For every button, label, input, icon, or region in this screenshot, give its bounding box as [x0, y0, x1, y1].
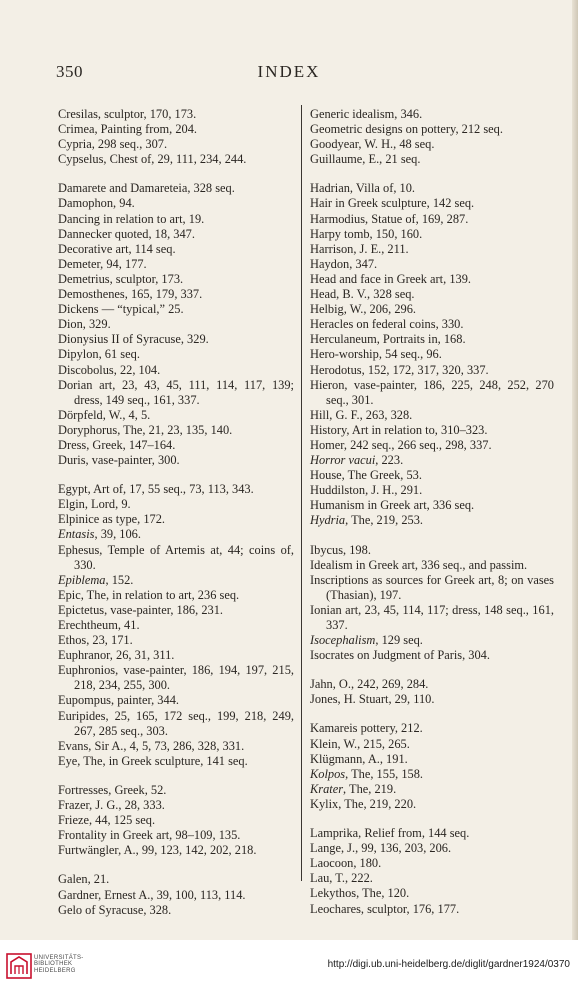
letter-group-gap	[310, 663, 554, 677]
index-entry-text: Eye, The, in Greek sculpture, 141 seq.	[58, 753, 248, 768]
index-entry-text: History, Art in relation to, 310–323.	[310, 422, 488, 437]
index-entry	[310, 181, 554, 196]
letter-group-gap	[58, 468, 294, 482]
index-entry	[58, 332, 294, 347]
library-name-line: UNIVERSITÄTS-	[34, 955, 84, 961]
heidelberg-library-logo-icon	[6, 953, 32, 979]
index-entry	[58, 512, 294, 527]
index-entry	[310, 826, 554, 841]
index-entry-text: Elgin, Lord, 9.	[58, 497, 131, 512]
index-entry	[310, 543, 554, 558]
index-entry-text: Demetrius, sculptor, 173.	[58, 271, 184, 286]
index-entry-text: Hieron, vase-painter, 186, 225, 248, 252, 270 seq., 301.	[310, 377, 554, 407]
index-entry	[58, 618, 294, 633]
index-entry-text: Doryphorus, The, 21, 23, 135, 140.	[58, 422, 233, 437]
index-entry	[310, 782, 554, 797]
index-entry-text: Duris, vase-painter, 300.	[58, 453, 180, 468]
index-entry	[310, 212, 554, 227]
index-entry	[310, 633, 554, 648]
library-name	[34, 955, 84, 974]
index-entry-text: Fortresses, Greek, 52.	[58, 782, 167, 797]
index-entry	[58, 739, 294, 754]
index-entry-text: Lau, T., 222.	[310, 871, 373, 886]
column-divider	[301, 105, 302, 881]
index-entry-text: Dörpfeld, W., 4, 5.	[58, 407, 151, 422]
index-entry	[58, 648, 294, 663]
index-entry-text: Haydon, 347.	[310, 256, 378, 271]
index-entry	[58, 212, 294, 227]
index-entry-text: Goodyear, W. H., 48 seq.	[310, 137, 435, 152]
index-entry-text: , 39, 106.	[94, 527, 141, 542]
index-entry	[58, 603, 294, 618]
index-entry-text: , 223.	[375, 453, 404, 468]
index-entry	[310, 603, 554, 633]
index-entry-text: Herculaneum, Portraits in, 168.	[310, 332, 466, 347]
index-entry-text: Herodotus, 152, 172, 317, 320, 337.	[310, 362, 489, 377]
index-entry	[310, 498, 554, 513]
index-entry-term: Entasis	[58, 527, 95, 542]
index-entry-text: Hero-worship, 54 seq., 96.	[310, 347, 442, 362]
index-entry	[58, 152, 294, 167]
index-entry	[310, 692, 554, 707]
index-entry	[58, 317, 294, 332]
index-entry-text: Dipylon, 61 seq.	[58, 347, 140, 362]
index-entry	[58, 287, 294, 302]
index-entry	[58, 302, 294, 317]
library-name-line: BIBLIOTHEK	[34, 961, 73, 968]
index-entry-text: House, The Greek, 53.	[310, 468, 422, 483]
letter-group-gap	[58, 858, 294, 872]
index-entry-term: Isocephalism	[310, 633, 376, 648]
index-entry	[310, 483, 554, 498]
index-entry-text: , The, 155, 158.	[345, 766, 424, 781]
index-entry-text: Dorian art, 23, 43, 45, 111, 114, 117, 139; dress, 149 seq., 161, 337.	[58, 377, 294, 407]
index-entry	[58, 242, 294, 257]
index-entry-text: , The, 219, 253.	[345, 513, 424, 528]
index-entry-text: Ephesus, Temple of Artemis at, 44; coins of, 330.	[58, 542, 294, 572]
index-entry	[310, 737, 554, 752]
index-entry	[58, 693, 294, 708]
index-entry	[310, 257, 554, 272]
viewer-footer	[0, 940, 578, 992]
index-entry-text: Klein, W., 215, 265.	[310, 736, 410, 751]
index-entry	[310, 558, 554, 573]
index-entry	[310, 227, 554, 242]
index-entry-text: Demosthenes, 165, 179, 337.	[58, 287, 203, 302]
index-entry	[58, 347, 294, 362]
index-entry	[58, 122, 294, 137]
index-entry-text: Leochares, sculptor, 176, 177.	[310, 901, 460, 916]
index-entry-text: Inscriptions as sources for Greek art, 8; on vases (Thasian), 197.	[310, 572, 554, 602]
index-entry	[58, 378, 294, 408]
index-entry-text: Guillaume, E., 21 seq.	[310, 152, 421, 167]
index-entry	[58, 497, 294, 512]
index-entry-text: Erechtheum, 41.	[58, 618, 140, 632]
index-entry-text: Dion, 329.	[58, 317, 111, 332]
index-entry	[58, 888, 294, 903]
index-entry-text: Frieze, 44, 125 seq.	[58, 813, 156, 828]
index-entry-text: Euphronios, vase-painter, 186, 194, 197, 215, 218, 234, 255, 300.	[58, 663, 294, 693]
letter-group-gap	[310, 812, 554, 826]
index-entry	[58, 272, 294, 287]
index-entry	[58, 181, 294, 196]
index-column-right	[310, 107, 554, 917]
index-entry-text: Isocrates on Judgment of Paris, 304.	[310, 648, 490, 663]
index-entry	[310, 453, 554, 468]
index-entry	[310, 677, 554, 692]
index-entry-text: Dionysius II of Syracuse, 329.	[58, 332, 209, 347]
index-entry-text: Euripides, 25, 165, 172 seq., 199, 218, 249, 267, 285 seq., 303.	[58, 708, 294, 738]
index-entry-text: Ibycus, 198.	[310, 542, 371, 557]
index-entry-text: Hadrian, Villa of, 10.	[310, 181, 416, 196]
index-entry	[310, 242, 554, 257]
index-entry	[310, 302, 554, 317]
letter-group-gap	[58, 769, 294, 783]
index-entry	[310, 363, 554, 378]
index-entry	[310, 423, 554, 438]
index-entry	[58, 709, 294, 739]
index-entry-text: Harmodius, Statue of, 169, 287.	[310, 211, 469, 226]
index-entry	[58, 798, 294, 813]
index-entry-text: Huddilston, J. H., 291.	[310, 483, 423, 498]
index-entry	[310, 841, 554, 856]
index-entry	[58, 137, 294, 152]
letter-group-gap	[58, 167, 294, 181]
running-title: INDEX	[257, 62, 321, 81]
index-entry-text: Decorative art, 114 seq.	[58, 241, 176, 256]
index-entry-text: Crimea, Painting from, 204.	[58, 122, 198, 137]
index-entry-text: Laocoon, 180.	[310, 856, 382, 871]
permalink-url[interactable]: http://digi.ub.uni-heidelberg.de/diglit/gardner1924/0370	[327, 959, 570, 970]
letter-group-gap	[310, 707, 554, 721]
index-entry	[310, 438, 554, 453]
index-entry	[310, 752, 554, 767]
index-entry-text: Head, B. V., 328 seq.	[310, 287, 415, 302]
index-entry-term: Krater	[310, 781, 344, 796]
index-entry	[58, 543, 294, 573]
index-entry	[310, 272, 554, 287]
index-entry-term: Hydria	[310, 513, 346, 528]
index-entry-text: Hair in Greek sculpture, 142 seq.	[310, 196, 475, 211]
index-entry-text: Discobolus, 22, 104.	[58, 362, 161, 377]
index-entry-text: Jones, H. Stuart, 29, 110.	[310, 692, 435, 707]
index-entry-text: Epic, The, in relation to art, 236 seq.	[58, 587, 240, 602]
library-name-line: HEIDELBERG	[34, 967, 76, 974]
index-entry	[58, 363, 294, 378]
index-entry	[310, 332, 554, 347]
index-entry-text: Damarete and Damareteia, 328 seq.	[58, 181, 235, 196]
index-entry-term: Kolpos	[310, 766, 346, 781]
index-entry	[310, 408, 554, 423]
index-entry	[58, 438, 294, 453]
index-entry-text: Demeter, 94, 177.	[58, 256, 147, 271]
index-entry-text: Eupompus, painter, 344.	[58, 693, 179, 708]
index-entry	[58, 588, 294, 603]
index-entry-text: Ionian art, 23, 45, 114, 117; dress, 148 seq., 161, 337.	[310, 602, 554, 632]
index-entry-text: Gelo of Syracuse, 328.	[58, 902, 172, 917]
index-entry	[58, 408, 294, 423]
index-entry	[58, 813, 294, 828]
index-entry	[58, 783, 294, 798]
index-entry-text: Humanism in Greek art, 336 seq.	[310, 498, 475, 513]
index-entry-text: Evans, Sir A., 4, 5, 73, 286, 328, 331.	[58, 738, 245, 753]
index-entry-text: Frazer, J. G., 28, 333.	[58, 798, 165, 813]
page-edge-shadow	[572, 0, 578, 940]
index-entry	[310, 196, 554, 211]
index-entry-text: Head and face in Greek art, 139.	[310, 271, 471, 286]
index-entry-text: Dress, Greek, 147–164.	[58, 437, 176, 452]
index-entry	[58, 196, 294, 211]
index-entry-text: Ethos, 23, 171.	[58, 633, 133, 648]
index-entry-text: Jahn, O., 242, 269, 284.	[310, 677, 429, 692]
index-entry	[58, 527, 294, 542]
index-entry-text: Homer, 242 seq., 266 seq., 298, 337.	[310, 437, 492, 452]
index-entry	[58, 663, 294, 693]
index-entry-text: Hill, G. F., 263, 328.	[310, 407, 413, 422]
index-entry	[310, 137, 554, 152]
index-entry	[310, 122, 554, 137]
index-entry-text: Dannecker quoted, 18, 347.	[58, 226, 195, 241]
index-entry-text: Galen, 21.	[58, 872, 110, 887]
index-entry-text: Elpinice as type, 172.	[58, 512, 166, 527]
index-entry-text: Egypt, Art of, 17, 55 seq., 73, 113, 343.	[58, 482, 254, 497]
index-entry	[310, 287, 554, 302]
index-entry-text: Frontality in Greek art, 98–109, 135.	[58, 828, 241, 843]
index-entry-text: Damophon, 94.	[58, 196, 135, 211]
letter-group-gap	[310, 529, 554, 543]
index-entry-text: Lange, J., 99, 136, 203, 206.	[310, 841, 452, 856]
index-entry	[310, 468, 554, 483]
letter-group-gap	[310, 167, 554, 181]
index-entry	[58, 423, 294, 438]
index-entry	[58, 227, 294, 242]
index-entry	[58, 828, 294, 843]
index-entry-text: Idealism in Greek art, 336 seq., and passim.	[310, 557, 528, 572]
index-entry	[310, 152, 554, 167]
index-entry	[58, 482, 294, 497]
index-entry	[58, 754, 294, 769]
index-entry-text: Generic idealism, 346.	[310, 107, 423, 121]
index-entry-text: Heracles on federal coins, 330.	[310, 317, 464, 332]
index-entry	[58, 107, 294, 122]
index-entry-text: Euphranor, 26, 31, 311.	[58, 648, 175, 663]
index-entry-text: Furtwängler, A., 99, 123, 142, 202, 218.	[58, 843, 257, 858]
index-entry-text: Helbig, W., 206, 296.	[310, 302, 417, 317]
index-entry	[310, 378, 554, 408]
page-number: 350	[56, 62, 83, 81]
index-entry-text: Lamprika, Relief from, 144 seq.	[310, 826, 470, 841]
index-entry	[310, 871, 554, 886]
index-entry	[310, 767, 554, 782]
index-entry	[310, 856, 554, 871]
index-entry	[310, 347, 554, 362]
index-entry	[310, 886, 554, 901]
index-column-left	[58, 107, 294, 918]
index-entry-text: Cypria, 298 seq., 307.	[58, 137, 168, 152]
index-entry-term: Epiblema	[58, 572, 106, 587]
index-entry	[58, 872, 294, 887]
index-entry-text: Klügmann, A., 191.	[310, 751, 408, 766]
index-entry	[58, 573, 294, 588]
index-entry-text: Harrison, J. E., 211.	[310, 241, 409, 256]
running-head	[0, 62, 578, 86]
index-entry-text: , 152.	[105, 572, 134, 587]
index-entry	[310, 648, 554, 663]
index-entry	[310, 797, 554, 812]
index-entry	[310, 317, 554, 332]
index-entry-text: , 129 seq.	[375, 633, 423, 648]
index-entry-text: Harpy tomb, 150, 160.	[310, 226, 423, 241]
index-entry-text: Kamareis pottery, 212.	[310, 721, 423, 736]
index-entry	[310, 721, 554, 736]
index-entry	[58, 257, 294, 272]
index-entry	[310, 513, 554, 528]
index-entry	[310, 902, 554, 917]
index-entry-text: Geometric designs on pottery, 212 seq.	[310, 122, 503, 137]
index-entry	[310, 107, 554, 122]
index-entry-term: Horror vacui	[310, 453, 376, 468]
index-entry	[310, 573, 554, 603]
index-entry-text: Gardner, Ernest A., 39, 100, 113, 114.	[58, 887, 246, 902]
index-entry-text: Kylix, The, 219, 220.	[310, 796, 417, 811]
index-entry-text: Dancing in relation to art, 19.	[58, 211, 205, 226]
index-entry	[58, 843, 294, 858]
index-entry-text: Cypselus, Chest of, 29, 111, 234, 244.	[58, 152, 247, 167]
index-entry-text: Cresilas, sculptor, 170, 173.	[58, 107, 197, 121]
index-entry	[58, 453, 294, 468]
index-entry-text: Epictetus, vase-painter, 186, 231.	[58, 602, 224, 617]
index-entry-text: Lekythos, The, 120.	[310, 886, 410, 901]
index-entry-text: , The, 219.	[343, 781, 397, 796]
index-entry	[58, 633, 294, 648]
index-entry-text: Dickens — “typical,” 25.	[58, 302, 184, 317]
index-entry	[58, 903, 294, 918]
